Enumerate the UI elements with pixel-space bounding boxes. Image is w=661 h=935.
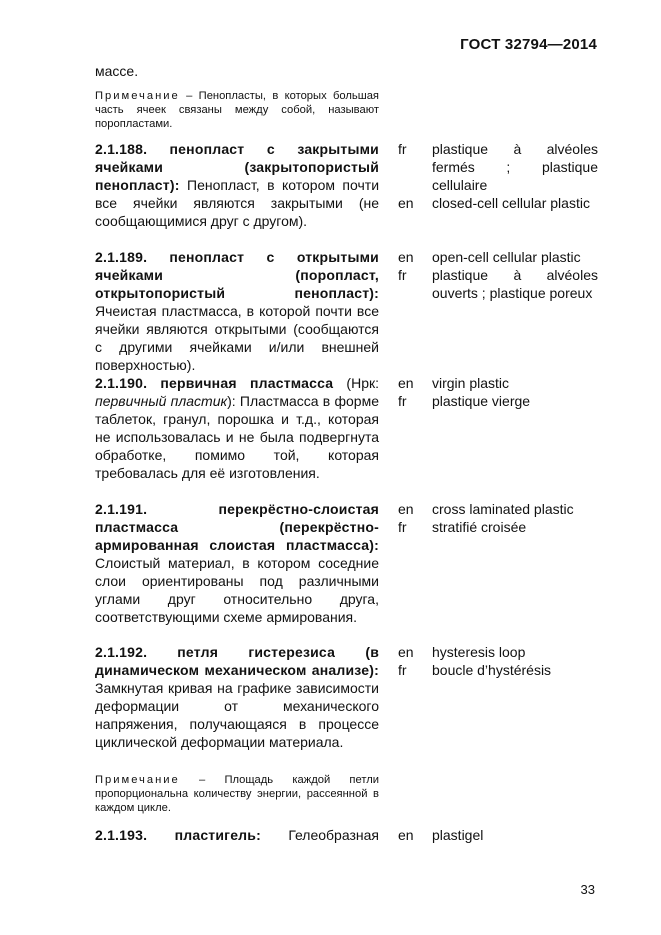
term-name: пенопласт с закрытыми ячейками (закрытопористый пенопласт): xyxy=(95,141,379,193)
note-label: Примечание xyxy=(95,90,180,102)
note-label: Примечание xyxy=(95,774,180,786)
lang-code: en xyxy=(398,501,414,517)
standard-header: ГОСТ 32794—2014 xyxy=(460,36,597,53)
term-definition: Ячеистая пластмасса, в которой почти все ячейки являются открытыми (сообщаются с другими ячейками и/или внешней поверхностью). xyxy=(95,303,379,373)
lang-code: fr xyxy=(398,267,407,283)
equivalent-term: open-cell cellular plastic xyxy=(432,249,581,265)
term-definition: Пенопласт, в котором почти все ячейки являются закрытыми (не сообщающимися друг с другом). xyxy=(95,177,380,229)
note-text: – Пенопласты, в которых большая часть ячеек связаны между собой, называют поропластами. xyxy=(95,90,379,130)
term-number: 2.1.193. xyxy=(95,827,148,843)
lang-code: en xyxy=(398,375,414,391)
term-2-1-189 xyxy=(95,248,379,374)
term-name: пластигель: xyxy=(174,827,261,843)
term-2-1-193 xyxy=(95,826,379,844)
equivalent-term: plastigel xyxy=(432,827,484,843)
page-number: 33 xyxy=(580,882,595,897)
term-definition-prefix: (Нрк: xyxy=(333,375,380,391)
term-number: 2.1.190. xyxy=(95,375,148,391)
term-definition: Слоистый материал, в котором соседние слои ориентированы под различными углами друг относительно друга, соответствующими схеме армирования. xyxy=(95,555,379,625)
deprecated-term: первичный пластик xyxy=(95,393,228,409)
term-number: 2.1.188. xyxy=(95,141,148,157)
note-text: – Площадь каждой петли пропорциональна количеству энергии, рассеянной в каждом цикле. xyxy=(95,774,379,814)
lang-code: fr xyxy=(398,662,407,678)
lang-code: en xyxy=(398,195,414,211)
lang-code: en xyxy=(398,644,414,660)
lang-code: fr xyxy=(398,519,407,535)
equivalent-term: closed-cell cellular plastic xyxy=(432,195,590,211)
term-number: 2.1.189. xyxy=(95,249,148,265)
lang-code: fr xyxy=(398,393,407,409)
note-1 xyxy=(95,89,379,131)
term-name: первичная пластмасса xyxy=(160,375,334,391)
term-number: 2.1.192. xyxy=(95,644,148,660)
lang-code: fr xyxy=(398,141,407,157)
equivalent-term: hysteresis loop xyxy=(432,644,526,660)
term-2-1-191 xyxy=(95,500,379,626)
term-name: пенопласт с открытыми ячейками (поропласт, открытопористый пенопласт): xyxy=(95,249,379,301)
equivalent-term: virgin plastic xyxy=(432,375,510,391)
term-name: петля гистерезиса (в динамическом механическом анализе): xyxy=(95,644,379,678)
term-number: 2.1.191. xyxy=(95,501,148,517)
term-2-1-190 xyxy=(95,374,379,482)
equivalent-term: cross laminated plastic xyxy=(432,501,574,517)
equivalent-term: plastique vierge xyxy=(432,393,531,409)
note-2 xyxy=(95,773,379,815)
equivalent-term: plastique à alvéoles ouverts ; plastique poreux xyxy=(432,267,598,301)
term-definition: ): Пластмасса в форме таблеток, гранул, порошка и т.д., которая не использовалась и не была подвергнута обработке, помимо той, которая требовалась для её изготовления. xyxy=(95,393,379,481)
equivalent-term: plastique à alvéoles fermés ; plastique cellulaire xyxy=(432,141,598,193)
term-name: перекрёстно-слоистая пластмасса (перекрёстно-армированная слоистая пластмасса): xyxy=(95,501,379,553)
equivalent-term: stratifié croisée xyxy=(432,519,527,535)
term-2-1-192 xyxy=(95,643,379,751)
continuation-text: массе. xyxy=(95,63,139,79)
lang-code: en xyxy=(398,827,414,843)
lang-code: en xyxy=(398,249,414,265)
term-definition: Замкнутая кривая на графике зависимости деформации от механического напряжения, получающаяся в процессе циклической деформации материала. xyxy=(95,680,379,750)
equivalent-term: boucle d’hystérésis xyxy=(432,662,552,678)
term-definition: Гелеобразная xyxy=(288,827,379,843)
term-2-1-188 xyxy=(95,140,379,230)
